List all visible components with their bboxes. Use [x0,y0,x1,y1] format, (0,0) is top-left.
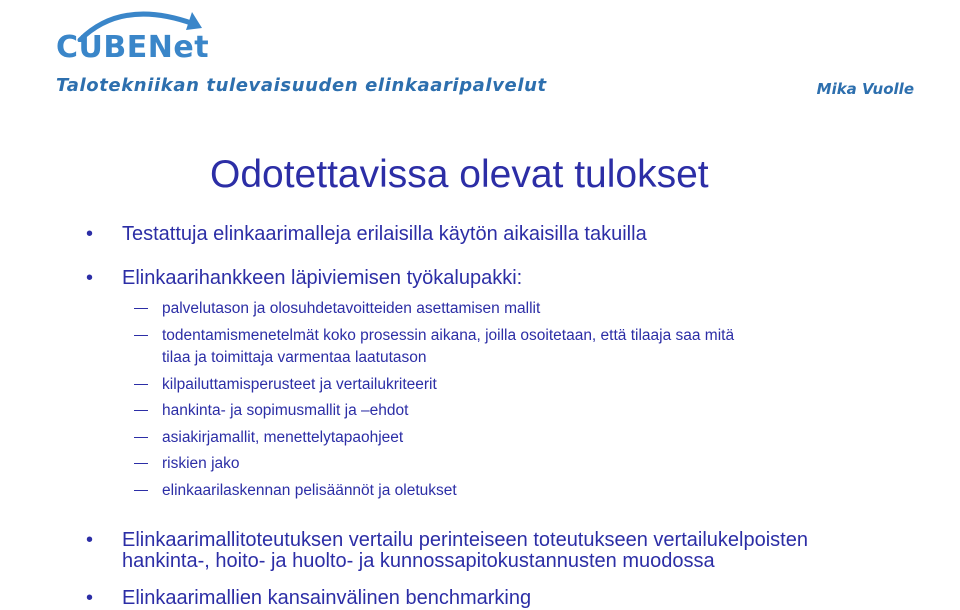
cubenet-logo [52,2,222,68]
author-name: Mika Vuolle [816,80,914,98]
dash-icon [134,308,148,309]
dash-icon [134,384,148,385]
dash-icon [134,335,148,336]
dash-icon [134,490,148,491]
slide-title: Odotettavissa olevat tulokset [210,153,709,196]
bullet-icon: • [86,587,94,609]
bullet-icon: • [86,223,94,245]
header-tagline: Talotekniikan tulevaisuuden elinkaaripalvelut [56,75,547,96]
bullet-text: Elinkaarimallien kansainvälinen benchmarking [122,587,532,609]
logo-text: CUBENet [56,30,210,65]
bullet-icon: • [86,267,94,289]
sub-item-continuation: tilaa ja toimittaja varmentaa laatutason [162,349,427,366]
dash-icon [134,410,148,411]
dash-icon [134,463,148,464]
sub-item: asiakirjamallit, menettelytapaohjeet [162,429,404,446]
bullet-text-continuation: hankinta-, hoito- ja huolto- ja kunnossapitokustannusten muodossa [122,550,715,572]
bullet-text: Elinkaarimallitoteutuksen vertailu perinteiseen toteutukseen vertailukelpoisten [122,529,808,551]
dash-icon [134,437,148,438]
sub-item: riskien jako [162,455,240,472]
bullet-text: Elinkaarihankkeen läpiviemisen työkalupakki: [122,267,523,289]
sub-item: kilpailuttamisperusteet ja vertailukriteerit [162,376,437,393]
sub-item: palvelutason ja olosuhdetavoitteiden asettamisen mallit [162,300,541,317]
sub-item: hankinta- ja sopimusmallit ja –ehdot [162,402,409,419]
bullet-text: Testattuja elinkaarimalleja erilaisilla käytön aikaisilla takuilla [122,223,647,245]
bullet-icon: • [86,529,94,551]
sub-item: elinkaarilaskennan pelisäännöt ja oletukset [162,482,457,499]
sub-item: todentamismenetelmät koko prosessin aikana, joilla osoitetaan, että tilaaja saa mitä [162,327,735,344]
